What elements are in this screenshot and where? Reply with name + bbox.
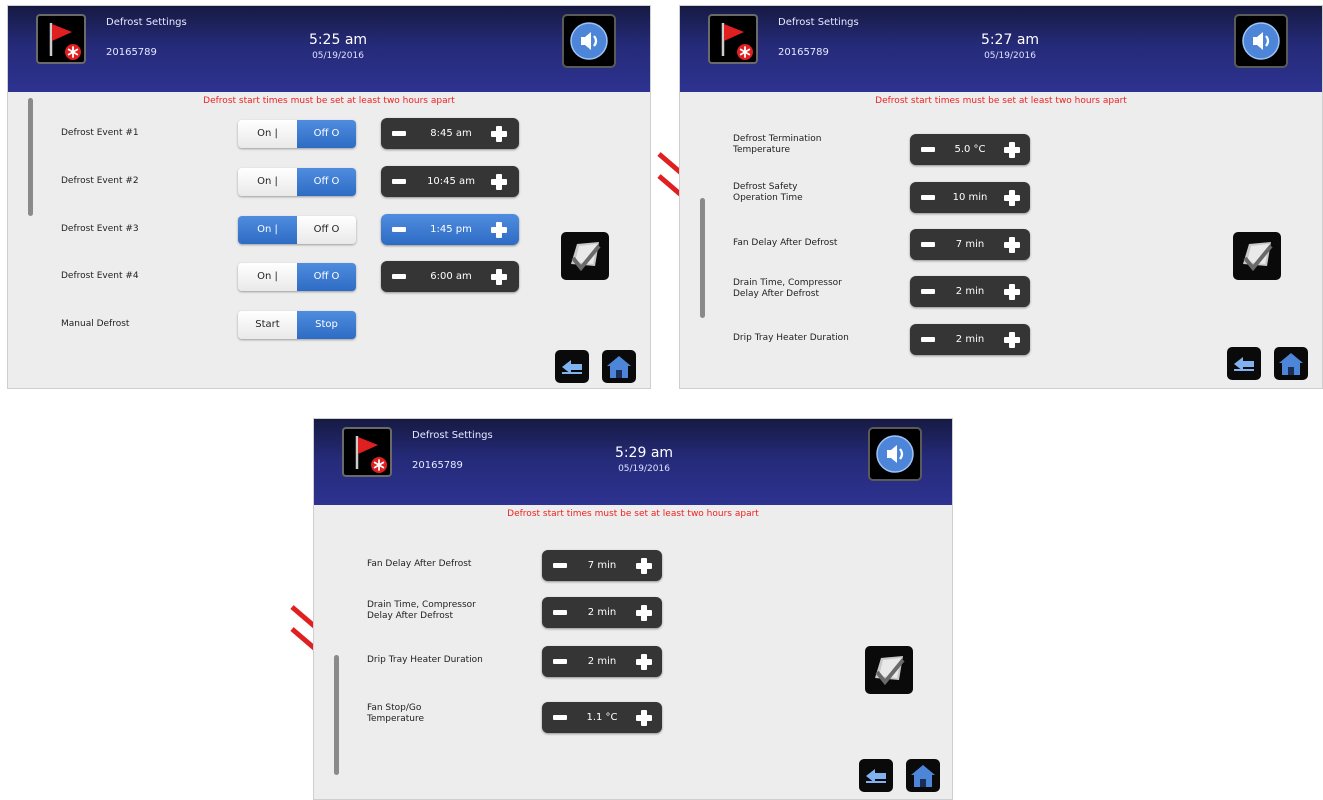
warning-message: Defrost start times must be set at least two hours apart	[507, 509, 759, 519]
clock-date: 05/19/2016	[312, 51, 364, 61]
manual-defrost-label: Manual Defrost	[61, 319, 130, 329]
toggle-off[interactable]: Off O	[297, 216, 356, 244]
setting-label: Drain Time, Compressor Delay After Defrost	[733, 278, 842, 299]
back-button[interactable]	[1227, 347, 1261, 380]
event-label: Defrost Event #1	[61, 128, 139, 138]
screen-defrost-parameters-scrolled	[313, 418, 953, 800]
warning-message: Defrost start times must be set at least two hours apart	[875, 96, 1127, 106]
plus-icon[interactable]	[491, 269, 507, 285]
clock-time: 5:29 am	[614, 445, 674, 461]
home-icon	[906, 759, 940, 792]
time-stepper[interactable]	[381, 214, 519, 245]
speaker-icon	[870, 429, 920, 479]
stepper-value: 5.0 °C	[954, 144, 986, 155]
defrost-flag-icon	[38, 16, 84, 62]
clock-time: 5:27 am	[980, 32, 1040, 48]
minus-icon[interactable]	[921, 147, 935, 152]
value-stepper[interactable]	[910, 182, 1030, 213]
time-stepper[interactable]	[381, 118, 519, 149]
time-stepper[interactable]	[381, 166, 519, 197]
plus-icon[interactable]	[636, 710, 652, 726]
minus-icon[interactable]	[553, 563, 567, 568]
minus-icon[interactable]	[392, 131, 406, 136]
plus-icon[interactable]	[1004, 332, 1020, 348]
event-label: Defrost Event #3	[61, 224, 139, 234]
value-stepper[interactable]	[542, 597, 662, 628]
setting-label: Fan Delay After Defrost	[733, 238, 838, 248]
event-label: Defrost Event #2	[61, 176, 139, 186]
value-stepper[interactable]	[910, 324, 1030, 355]
header-bar	[314, 419, 952, 505]
home-button[interactable]	[906, 759, 940, 792]
setting-label: Drip Tray Heater Duration	[367, 655, 483, 665]
event-toggle[interactable]	[238, 120, 356, 148]
home-button[interactable]	[602, 350, 636, 383]
save-button[interactable]	[865, 646, 913, 694]
setting-label: Fan Delay After Defrost	[367, 559, 472, 569]
stepper-value: 7 min	[587, 560, 617, 571]
value-stepper[interactable]	[542, 646, 662, 677]
toggle-on[interactable]: On |	[238, 120, 297, 148]
stepper-value: 1:45 pm	[430, 224, 472, 235]
plus-icon[interactable]	[1004, 142, 1020, 158]
sound-button[interactable]	[562, 14, 616, 68]
stepper-value: 6:00 am	[430, 271, 472, 282]
back-arrow-icon	[1227, 347, 1261, 380]
stepper-value: 2 min	[955, 286, 985, 297]
stop-button[interactable]: Stop	[297, 311, 356, 339]
checkmark-save-icon	[561, 232, 609, 280]
setting-label: Drain Time, Compressor Delay After Defrost	[367, 600, 476, 621]
event-toggle[interactable]	[238, 216, 356, 244]
stepper-value: 2 min	[955, 334, 985, 345]
manual-defrost-toggle[interactable]	[238, 311, 356, 339]
scrollbar[interactable]	[28, 98, 33, 216]
toggle-on[interactable]: On |	[238, 168, 297, 196]
page-title: Defrost Settings	[412, 430, 493, 441]
sound-button[interactable]	[1234, 14, 1288, 68]
value-stepper[interactable]	[910, 134, 1030, 165]
toggle-on[interactable]: On |	[238, 263, 297, 291]
setting-label: Defrost Safety Operation Time	[733, 182, 803, 203]
plus-icon[interactable]	[491, 126, 507, 142]
plus-icon[interactable]	[636, 558, 652, 574]
plus-icon[interactable]	[1004, 284, 1020, 300]
toggle-off[interactable]: Off O	[297, 168, 356, 196]
home-button[interactable]	[1274, 347, 1308, 380]
stepper-value: 8:45 am	[430, 128, 472, 139]
plus-icon[interactable]	[491, 222, 507, 238]
clock-date: 05/19/2016	[984, 51, 1036, 61]
setting-label: Defrost Termination Temperature	[733, 134, 822, 155]
back-button[interactable]	[859, 759, 893, 792]
start-button[interactable]: Start	[238, 311, 297, 339]
checkmark-save-icon	[1233, 232, 1281, 280]
value-stepper[interactable]	[910, 276, 1030, 307]
event-label: Defrost Event #4	[61, 271, 139, 281]
event-toggle[interactable]	[238, 168, 356, 196]
minus-icon[interactable]	[392, 179, 406, 184]
stepper-value: 7 min	[955, 239, 985, 250]
back-button[interactable]	[555, 350, 589, 383]
minus-icon[interactable]	[553, 610, 567, 615]
sound-button[interactable]	[868, 427, 922, 481]
minus-icon[interactable]	[921, 195, 935, 200]
value-stepper[interactable]	[542, 702, 662, 733]
header-bar	[680, 6, 1322, 92]
stepper-value: 1.1 °C	[586, 712, 618, 723]
scrollbar[interactable]	[334, 655, 339, 775]
event-toggle[interactable]	[238, 263, 356, 291]
speaker-icon	[564, 16, 614, 66]
minus-icon[interactable]	[392, 274, 406, 279]
save-button[interactable]	[1233, 232, 1281, 280]
plus-icon[interactable]	[491, 174, 507, 190]
serial-number: 20165789	[106, 47, 157, 58]
scrollbar[interactable]	[700, 198, 705, 318]
clock-date: 05/19/2016	[618, 464, 670, 474]
minus-icon[interactable]	[553, 659, 567, 664]
defrost-flag-button[interactable]	[342, 427, 392, 477]
screen-defrost-events	[7, 5, 651, 389]
plus-icon[interactable]	[636, 654, 652, 670]
plus-icon[interactable]	[1004, 237, 1020, 253]
back-arrow-icon	[555, 350, 589, 383]
page-title: Defrost Settings	[106, 17, 187, 28]
minus-icon[interactable]	[921, 337, 935, 342]
speaker-icon	[1236, 16, 1286, 66]
value-stepper[interactable]	[542, 550, 662, 581]
serial-number: 20165789	[412, 460, 463, 471]
plus-icon[interactable]	[636, 605, 652, 621]
defrost-flag-icon	[344, 429, 390, 475]
time-stepper[interactable]	[381, 261, 519, 292]
toggle-on[interactable]: On |	[238, 216, 297, 244]
save-button[interactable]	[561, 232, 609, 280]
warning-message: Defrost start times must be set at least two hours apart	[203, 96, 455, 106]
toggle-off[interactable]: Off O	[297, 263, 356, 291]
page-title: Defrost Settings	[778, 17, 859, 28]
serial-number: 20165789	[778, 47, 829, 58]
value-stepper[interactable]	[910, 229, 1030, 260]
stepper-value: 10 min	[952, 192, 988, 203]
clock-time: 5:25 am	[308, 32, 368, 48]
defrost-flag-button[interactable]	[36, 14, 86, 64]
defrost-flag-button[interactable]	[708, 14, 758, 64]
minus-icon[interactable]	[553, 715, 567, 720]
back-arrow-icon	[859, 759, 893, 792]
home-icon	[1274, 347, 1308, 380]
checkmark-save-icon	[865, 646, 913, 694]
toggle-off[interactable]: Off O	[297, 120, 356, 148]
home-icon	[602, 350, 636, 383]
minus-icon[interactable]	[392, 227, 406, 232]
plus-icon[interactable]	[1004, 190, 1020, 206]
setting-label: Fan Stop/Go Temperature	[367, 703, 425, 724]
defrost-flag-icon	[710, 16, 756, 62]
stepper-value: 2 min	[587, 656, 617, 667]
header-bar	[8, 6, 650, 92]
setting-label: Drip Tray Heater Duration	[733, 333, 849, 343]
minus-icon[interactable]	[921, 289, 935, 294]
minus-icon[interactable]	[921, 242, 935, 247]
stepper-value: 10:45 am	[427, 176, 475, 187]
screen-defrost-parameters	[679, 5, 1323, 389]
stepper-value: 2 min	[587, 607, 617, 618]
